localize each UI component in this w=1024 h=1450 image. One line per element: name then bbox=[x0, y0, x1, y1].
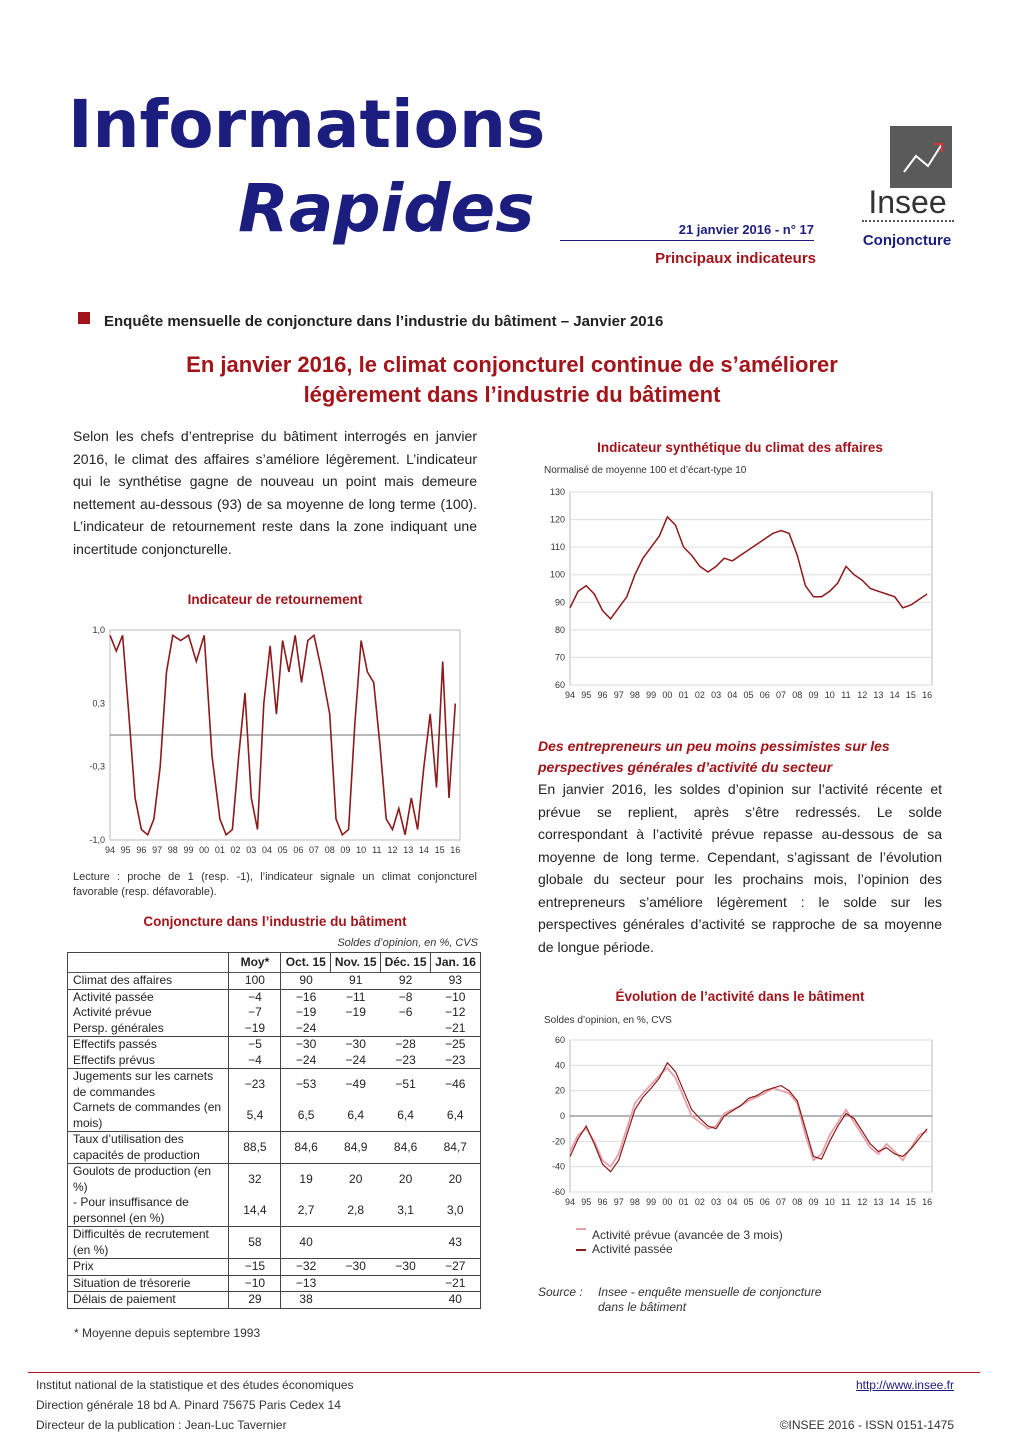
table-cell: 40 bbox=[281, 1227, 331, 1259]
table-row-label: Taux d’utilisation des capacités de production bbox=[73, 1132, 200, 1162]
y-tick-label: -40 bbox=[551, 1161, 565, 1172]
turning-indicator-chart bbox=[70, 614, 480, 864]
activity-past-line bbox=[570, 1063, 927, 1172]
table-footnote: * Moyenne depuis septembre 1993 bbox=[74, 1326, 261, 1340]
table-row-label: Effectifs prévus bbox=[73, 1052, 155, 1067]
table-cell: −51 bbox=[395, 1076, 416, 1091]
x-tick-label: 05 bbox=[743, 1197, 754, 1207]
y-tick-label: -1,0 bbox=[89, 835, 105, 845]
table-cell: 29 bbox=[229, 1292, 281, 1309]
table-cell: −28 bbox=[395, 1037, 416, 1051]
table-cell: 19 bbox=[281, 1164, 331, 1196]
x-tick-label: 14 bbox=[889, 690, 900, 700]
source-line-1: Insee - enquête mensuelle de conjoncture bbox=[598, 1285, 822, 1299]
table-cell bbox=[331, 1292, 381, 1309]
bullet-square-icon bbox=[78, 312, 90, 324]
table-cell: −5 bbox=[229, 1037, 281, 1053]
table-cell: −7 bbox=[229, 1005, 281, 1021]
activity-forecast-line bbox=[570, 1068, 927, 1167]
x-tick-label: 16 bbox=[450, 845, 461, 855]
table-cell: 6,5 bbox=[281, 1100, 331, 1132]
table-row bbox=[68, 1195, 481, 1227]
table-cell: −16 bbox=[281, 989, 331, 1005]
y-tick-label: -20 bbox=[551, 1136, 565, 1147]
y-tick-label: 70 bbox=[554, 652, 565, 663]
x-tick-label: 98 bbox=[629, 1197, 640, 1207]
table-row-label: - Pour insuffisance de personnel (en %) bbox=[73, 1195, 189, 1225]
section-kicker: Principaux indicateurs bbox=[655, 250, 816, 267]
y-tick-label: 40 bbox=[554, 1060, 565, 1071]
table-cell: −15 bbox=[229, 1259, 281, 1276]
table-header-row bbox=[68, 953, 481, 973]
x-tick-label: 06 bbox=[759, 690, 770, 700]
logo-tagline bbox=[862, 220, 954, 226]
x-tick-label: 12 bbox=[387, 845, 398, 855]
table-cell: 6,4 bbox=[397, 1107, 414, 1122]
y-tick-label: 100 bbox=[549, 569, 565, 580]
section2-heading: Des entrepreneurs un peu moins pessimistes sur les perspectives générales d’activité du secteur bbox=[538, 738, 890, 775]
x-tick-label: 10 bbox=[356, 845, 367, 855]
table-row-label: Délais de paiement bbox=[73, 1292, 176, 1306]
business-climate-chart bbox=[530, 480, 950, 710]
x-tick-label: 15 bbox=[905, 690, 916, 700]
y-tick-label: -0,3 bbox=[89, 761, 105, 772]
x-tick-label: 94 bbox=[564, 690, 576, 700]
table-cell: −24 bbox=[345, 1052, 366, 1067]
table-cell: 84,9 bbox=[344, 1139, 368, 1154]
x-tick-label: 95 bbox=[581, 1197, 592, 1207]
x-tick-label: 00 bbox=[662, 1197, 673, 1207]
x-tick-label: 04 bbox=[727, 1197, 738, 1207]
table-row bbox=[68, 1037, 481, 1053]
table-cell: 2,8 bbox=[347, 1202, 365, 1217]
x-tick-label: 01 bbox=[678, 1197, 689, 1207]
x-tick-label: 09 bbox=[808, 690, 819, 700]
y-tick-label: -60 bbox=[551, 1187, 565, 1197]
legend-past-swatch bbox=[576, 1249, 586, 1251]
x-tick-label: 97 bbox=[613, 690, 624, 700]
table-row bbox=[68, 1053, 481, 1069]
x-tick-label: 99 bbox=[646, 1197, 657, 1207]
section2-body: En janvier 2016, les soldes d’opinion sur l’activité récente et prévue se replient, après s’être redressés. Le solde correspondant à l’activité prévue repasse au-dessous de sa moyenne de long terme. Cependant, s’agissant de l’évolution globale du secteur pour les prochains mois, l’opinion des entrepreneurs s’améliore légèrement : le solde sur les perspectives générales d’activité se rapproche de sa moyenne de longue période. bbox=[538, 781, 942, 955]
table-header-cell: Oct. 15 bbox=[281, 953, 331, 973]
insee-logo-icon bbox=[890, 126, 952, 188]
table-row bbox=[68, 973, 481, 990]
table-cell: 91 bbox=[349, 973, 363, 987]
x-tick-label: 01 bbox=[214, 845, 225, 855]
y-tick-label: 80 bbox=[554, 624, 565, 635]
table-cell: 5,4 bbox=[229, 1100, 281, 1132]
table-row bbox=[68, 1005, 481, 1021]
x-tick-label: 13 bbox=[873, 690, 884, 700]
table-cell: −19 bbox=[345, 1005, 366, 1019]
footer-org: Institut national de la statistique et des études économiques bbox=[36, 1378, 354, 1392]
table-row-label: Goulots de production (en %) bbox=[73, 1164, 212, 1194]
activity-chart-title: Évolution de l’activité dans le bâtiment bbox=[615, 989, 865, 1004]
x-tick-label: 07 bbox=[776, 1197, 787, 1207]
x-tick-label: 15 bbox=[434, 845, 445, 855]
x-tick-label: 09 bbox=[808, 1197, 819, 1207]
x-tick-label: 05 bbox=[277, 845, 288, 855]
table-cell: −19 bbox=[229, 1021, 281, 1037]
legend-forecast-swatch bbox=[576, 1228, 586, 1230]
x-tick-label: 08 bbox=[792, 1197, 803, 1207]
table-row bbox=[68, 1227, 481, 1259]
table-cell: −6 bbox=[398, 1005, 413, 1019]
table-cell: −10 bbox=[445, 989, 466, 1004]
table-cell: −30 bbox=[395, 1259, 416, 1273]
table-cell: −23 bbox=[395, 1052, 416, 1067]
indicators-table-wrap bbox=[67, 952, 481, 1309]
x-tick-label: 96 bbox=[597, 690, 608, 700]
headline-line-2: légèrement dans l’industrie du bâtiment bbox=[303, 382, 721, 407]
issue-date: 21 janvier 2016 - n° 17 bbox=[678, 222, 814, 237]
legend-past-label: Activité passée bbox=[592, 1242, 673, 1256]
table-row bbox=[68, 1275, 481, 1292]
table-cell: 3,0 bbox=[446, 1202, 464, 1217]
table-cell: −53 bbox=[281, 1069, 331, 1101]
table-cell: 6,4 bbox=[347, 1107, 365, 1122]
table-row-label: Activité passée bbox=[73, 989, 154, 1004]
masthead-title-rapides: Rapides bbox=[238, 170, 535, 247]
table-cell: 20 bbox=[349, 1171, 363, 1186]
table-cell: −25 bbox=[445, 1037, 466, 1051]
table-header-cell: Moy* bbox=[229, 953, 281, 973]
table-cell: 84,6 bbox=[281, 1132, 331, 1164]
table-cell bbox=[381, 1292, 431, 1309]
table-cell: −11 bbox=[345, 989, 366, 1004]
intro-paragraph: Selon les chefs d’entreprise du bâtiment interrogés en janvier 2016, le climat des affaires s’améliore légèrement. L’indicateur qui le synthétise gagne de nouveau un point mais demeure nettement au-dessous (93) de sa moyenne de long terme (100). L’indicateur de retournement reste dans la zone indiquant une incertitude conjoncturelle. bbox=[73, 428, 477, 557]
y-tick-label: 20 bbox=[554, 1085, 565, 1096]
footer-rule bbox=[28, 1372, 980, 1373]
climate-chart-subtitle: Normalisé de moyenne 100 et d’écart-type 10 bbox=[544, 465, 747, 476]
x-tick-label: 08 bbox=[324, 845, 335, 855]
table-cell: −23 bbox=[445, 1052, 466, 1067]
table-header-cell: Jan. 16 bbox=[431, 953, 481, 973]
x-tick-label: 09 bbox=[340, 845, 351, 855]
y-tick-label: 90 bbox=[554, 597, 565, 608]
footer-director: Directeur de la publication : Jean-Luc Tavernier bbox=[36, 1418, 287, 1432]
x-tick-label: 11 bbox=[841, 1197, 851, 1207]
headline-line-1: En janvier 2016, le climat conjoncturel continue de s’améliorer bbox=[186, 352, 838, 377]
x-tick-label: 02 bbox=[694, 690, 705, 700]
table-cell: 93 bbox=[448, 973, 462, 987]
table-cell bbox=[331, 1021, 381, 1037]
table-row bbox=[68, 1132, 481, 1164]
y-tick-label: 120 bbox=[549, 514, 565, 525]
turning-chart-note: Lecture : proche de 1 (resp. -1), l’indicateur signale un climat conjoncturel favorable (resp. défavorable). bbox=[73, 871, 477, 898]
x-tick-label: 97 bbox=[152, 845, 163, 855]
table-cell: 6,4 bbox=[446, 1107, 464, 1122]
table-cell: 38 bbox=[281, 1292, 331, 1309]
footer-address: Direction générale 18 bd A. Pinard 75675 Paris Cedex 14 bbox=[36, 1398, 341, 1412]
table-row bbox=[68, 1164, 481, 1196]
headline bbox=[60, 350, 964, 410]
activity-chart bbox=[530, 1030, 950, 1220]
y-tick-label: 60 bbox=[554, 1035, 565, 1045]
table-row bbox=[68, 1069, 481, 1101]
table-row bbox=[68, 1292, 481, 1309]
x-tick-label: 06 bbox=[759, 1197, 770, 1207]
table-cell bbox=[331, 1227, 381, 1259]
x-tick-label: 96 bbox=[136, 845, 147, 855]
table-row-label: Persp. générales bbox=[73, 1020, 164, 1035]
survey-title: Enquête mensuelle de conjoncture dans l’industrie du bâtiment – Janvier 2016 bbox=[104, 313, 664, 330]
table-cell: 58 bbox=[229, 1227, 281, 1259]
x-tick-label: 99 bbox=[646, 690, 657, 700]
x-tick-label: 13 bbox=[873, 1197, 884, 1207]
table-cell: −49 bbox=[345, 1076, 366, 1091]
masthead-rule bbox=[560, 240, 814, 241]
y-tick-label: 110 bbox=[550, 542, 565, 553]
table-cell: 3,1 bbox=[397, 1202, 414, 1217]
source-line-2: dans le bâtiment bbox=[598, 1300, 687, 1314]
x-tick-label: 16 bbox=[922, 690, 933, 700]
table-header-cell: Nov. 15 bbox=[331, 953, 381, 973]
climate-chart-title: Indicateur synthétique du climat des affaires bbox=[597, 440, 883, 455]
table-cell: 40 bbox=[448, 1292, 462, 1306]
table-row bbox=[68, 1021, 481, 1037]
turning-chart-title: Indicateur de retournement bbox=[187, 592, 363, 607]
table-cell bbox=[381, 1021, 431, 1037]
table-cell: −12 bbox=[445, 1005, 466, 1019]
footer-insee-link[interactable]: http://www.insee.fr bbox=[855, 1378, 954, 1392]
table-cell: 100 bbox=[229, 973, 281, 990]
x-tick-label: 07 bbox=[776, 690, 787, 700]
y-tick-label: 0,3 bbox=[92, 698, 105, 709]
table-cell: −8 bbox=[398, 989, 413, 1004]
table-cell: 14,4 bbox=[229, 1195, 281, 1227]
table-row bbox=[68, 1259, 481, 1276]
x-tick-label: 03 bbox=[711, 1197, 722, 1207]
logo-conjoncture: Conjoncture bbox=[862, 232, 952, 249]
table-header-cell bbox=[68, 953, 229, 973]
table-cell: −32 bbox=[281, 1259, 331, 1276]
x-tick-label: 07 bbox=[309, 845, 320, 855]
x-tick-label: 02 bbox=[230, 845, 241, 855]
y-tick-label: 0 bbox=[559, 1111, 565, 1121]
x-tick-label: 16 bbox=[922, 1197, 933, 1207]
table-row-label: Effectifs passés bbox=[73, 1037, 157, 1051]
table-cell: 43 bbox=[448, 1234, 462, 1249]
x-tick-label: 99 bbox=[183, 845, 194, 855]
x-tick-label: 12 bbox=[857, 690, 868, 700]
x-tick-label: 06 bbox=[293, 845, 304, 855]
x-tick-label: 12 bbox=[857, 1197, 868, 1207]
table-row-label: Situation de trésorerie bbox=[73, 1275, 191, 1290]
table-cell: 32 bbox=[229, 1164, 281, 1196]
footer-copyright: ©INSEE 2016 - ISSN 0151-1475 bbox=[779, 1418, 954, 1432]
x-tick-label: 14 bbox=[889, 1197, 900, 1207]
table-header-cell: Déc. 15 bbox=[381, 953, 431, 973]
x-tick-label: 01 bbox=[678, 690, 689, 700]
x-tick-label: 00 bbox=[199, 845, 210, 855]
x-tick-label: 11 bbox=[841, 690, 851, 700]
x-tick-label: 13 bbox=[403, 845, 414, 855]
table-cell: −4 bbox=[229, 1053, 281, 1069]
table-cell: 20 bbox=[448, 1171, 462, 1186]
table-cell: −30 bbox=[281, 1037, 331, 1053]
table-cell: −24 bbox=[281, 1021, 331, 1037]
table-title: Conjoncture dans l’industrie du bâtiment bbox=[143, 914, 407, 929]
x-tick-label: 02 bbox=[694, 1197, 705, 1207]
table-cell: −27 bbox=[445, 1259, 466, 1273]
indicators-table bbox=[67, 952, 481, 1309]
x-tick-label: 94 bbox=[104, 845, 116, 855]
legend-forecast-label: Activité prévue (avancée de 3 mois) bbox=[592, 1228, 783, 1242]
table-cell: −10 bbox=[229, 1275, 281, 1292]
table-cell: 84,7 bbox=[443, 1139, 467, 1154]
table-row-label: Prix bbox=[73, 1259, 94, 1273]
table-cell: −24 bbox=[281, 1053, 331, 1069]
y-tick-label: 1,0 bbox=[92, 625, 105, 635]
x-tick-label: 95 bbox=[581, 690, 592, 700]
x-tick-label: 15 bbox=[905, 1197, 916, 1207]
x-tick-label: 95 bbox=[120, 845, 131, 855]
y-tick-label: 130 bbox=[549, 487, 565, 497]
x-tick-label: 04 bbox=[261, 845, 272, 855]
activity-chart-subtitle: Soldes d’opinion, en %, CVS bbox=[544, 1015, 672, 1026]
x-tick-label: 14 bbox=[418, 845, 429, 855]
x-tick-label: 08 bbox=[792, 690, 803, 700]
table-cell bbox=[381, 1275, 431, 1292]
x-tick-label: 03 bbox=[246, 845, 257, 855]
source-label: Source : bbox=[538, 1285, 583, 1299]
table-cell: −21 bbox=[445, 1275, 466, 1290]
y-tick-label: 60 bbox=[554, 680, 565, 690]
x-tick-label: 98 bbox=[629, 690, 640, 700]
table-row bbox=[68, 989, 481, 1005]
x-tick-label: 96 bbox=[597, 1197, 608, 1207]
x-tick-label: 00 bbox=[662, 690, 673, 700]
masthead-title-informations: Informations bbox=[68, 86, 546, 163]
table-cell: −13 bbox=[281, 1275, 331, 1292]
table-cell: 2,7 bbox=[281, 1195, 331, 1227]
table-cell: −21 bbox=[445, 1020, 466, 1035]
table-row-label: Jugements sur les carnets de commandes bbox=[73, 1069, 214, 1099]
x-tick-label: 97 bbox=[613, 1197, 624, 1207]
table-row-label: Activité prévue bbox=[73, 1005, 152, 1019]
table-cell: 88,5 bbox=[229, 1132, 281, 1164]
table-cell bbox=[381, 1227, 431, 1259]
table-cell: −30 bbox=[345, 1259, 366, 1273]
table-cell bbox=[331, 1275, 381, 1292]
table-cell: −19 bbox=[281, 1005, 331, 1021]
x-tick-label: 03 bbox=[711, 690, 722, 700]
table-row bbox=[68, 1100, 481, 1132]
table-cell: −30 bbox=[345, 1037, 366, 1051]
table-row-label: Difficultés de recrutement (en %) bbox=[73, 1227, 209, 1257]
x-tick-label: 11 bbox=[372, 845, 382, 855]
x-tick-label: 98 bbox=[167, 845, 178, 855]
business-climate-line bbox=[570, 517, 927, 619]
x-tick-label: 05 bbox=[743, 690, 754, 700]
table-row-label: Climat des affaires bbox=[73, 973, 173, 987]
table-cell: 84,6 bbox=[393, 1139, 418, 1154]
x-tick-label: 94 bbox=[564, 1197, 576, 1207]
table-cell: −4 bbox=[229, 989, 281, 1005]
table-row-label: Carnets de commandes (en mois) bbox=[73, 1100, 222, 1130]
logo-wordmark: Insee bbox=[868, 184, 947, 220]
plot-frame bbox=[570, 492, 932, 685]
table-unit: Soldes d’opinion, en %, CVS bbox=[337, 937, 478, 949]
table-cell: −46 bbox=[445, 1076, 466, 1091]
table-cell: 20 bbox=[398, 1171, 413, 1186]
x-tick-label: 04 bbox=[727, 690, 738, 700]
table-cell: 90 bbox=[281, 973, 331, 990]
x-tick-label: 10 bbox=[824, 690, 835, 700]
table-cell: −23 bbox=[229, 1069, 281, 1101]
table-cell: 92 bbox=[398, 973, 413, 987]
x-tick-label: 10 bbox=[824, 1197, 835, 1207]
